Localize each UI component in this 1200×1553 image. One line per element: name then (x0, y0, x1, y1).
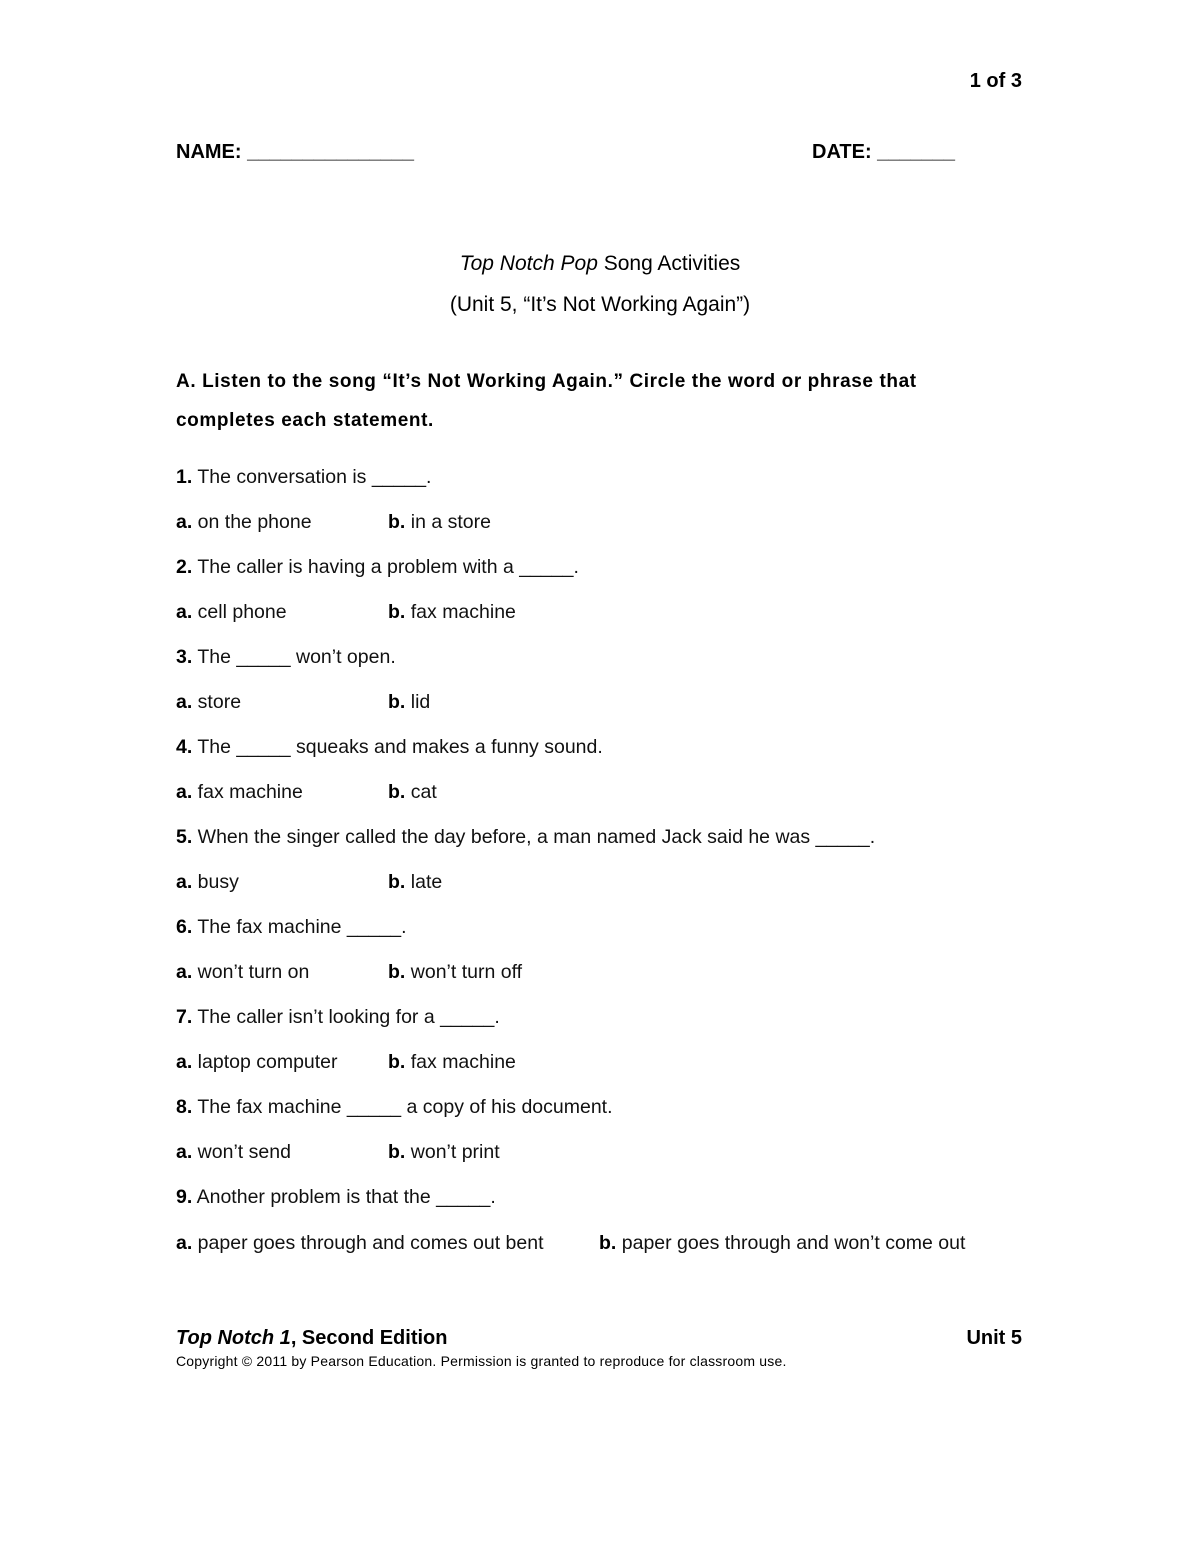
title-rest: Song Activities (597, 252, 741, 275)
question-8-option-b[interactable] (388, 1141, 500, 1164)
question-2 (176, 556, 579, 579)
question-9-option-a[interactable] (176, 1232, 544, 1255)
option-letter: b. (599, 1232, 617, 1254)
question-3-option-a[interactable] (176, 691, 241, 714)
option-letter: b. (388, 1141, 406, 1163)
option-letter: a. (176, 1141, 193, 1163)
question-number: 8. (176, 1096, 193, 1118)
question-5-option-a[interactable] (176, 871, 239, 894)
question-text: The conversation is _____. (192, 466, 432, 488)
question-number: 2. (176, 556, 193, 578)
question-3-option-b[interactable] (388, 691, 430, 714)
worksheet-title (0, 252, 1200, 276)
option-letter: a. (176, 871, 193, 893)
book-title-italic: Top Notch 1 (176, 1327, 291, 1349)
option-text: store (192, 691, 242, 713)
question-1-option-b[interactable] (388, 511, 491, 534)
book-title-rest: , Second Edition (290, 1327, 448, 1349)
option-text: cell phone (192, 601, 287, 623)
page-number: 1 of 3 (969, 70, 1022, 92)
title-italic: Top Notch Pop (459, 252, 598, 275)
option-text: laptop computer (192, 1051, 338, 1073)
option-letter: b. (388, 781, 406, 803)
option-letter: a. (176, 1232, 193, 1254)
question-number: 3. (176, 646, 193, 668)
option-text: late (405, 871, 443, 893)
question-9-option-b[interactable] (599, 1232, 965, 1255)
instructions-line-2: completes each statement. (176, 410, 434, 431)
question-number: 9. (176, 1186, 193, 1208)
question-text: Another problem is that the _____. (192, 1186, 496, 1208)
option-letter: a. (176, 781, 193, 803)
option-text: cat (405, 781, 437, 803)
question-7-option-a[interactable] (176, 1051, 338, 1074)
question-text: The caller isn’t looking for a _____. (192, 1006, 500, 1028)
question-8 (176, 1096, 613, 1119)
question-number: 5. (176, 826, 193, 848)
question-5 (176, 826, 875, 849)
option-text: on the phone (192, 511, 312, 533)
question-1-option-a[interactable] (176, 511, 312, 534)
option-text: fax machine (192, 781, 303, 803)
footer-unit: Unit 5 (966, 1327, 1022, 1349)
option-text: busy (192, 871, 239, 893)
question-5-option-b[interactable] (388, 871, 442, 894)
question-number: 1. (176, 466, 193, 488)
question-text: The _____ won’t open. (192, 646, 396, 668)
option-letter: a. (176, 1051, 193, 1073)
option-text: paper goes through and comes out bent (192, 1232, 544, 1254)
question-7-option-b[interactable] (388, 1051, 516, 1074)
option-letter: a. (176, 961, 193, 983)
question-8-option-a[interactable] (176, 1141, 291, 1164)
option-text: won’t turn on (192, 961, 310, 983)
question-6-option-a[interactable] (176, 961, 309, 984)
option-text: won’t send (192, 1141, 291, 1163)
option-text: paper goes through and won’t come out (616, 1232, 966, 1254)
question-number: 7. (176, 1006, 193, 1028)
option-text: won’t turn off (405, 961, 523, 983)
option-text: fax machine (405, 601, 516, 623)
question-4-option-a[interactable] (176, 781, 303, 804)
option-text: won’t print (405, 1141, 500, 1163)
copyright-notice: Copyright © 2011 by Pearson Education. Permission is granted to reproduce for classroom use. (176, 1353, 787, 1369)
option-letter: b. (388, 691, 406, 713)
question-2-option-a[interactable] (176, 601, 287, 624)
question-text: The _____ squeaks and makes a funny sound. (192, 736, 603, 758)
question-1 (176, 466, 431, 489)
option-letter: b. (388, 871, 406, 893)
name-field-label: NAME: _______________ (176, 141, 414, 163)
footer-book-title (176, 1327, 447, 1350)
option-letter: a. (176, 601, 193, 623)
option-text: in a store (405, 511, 491, 533)
question-text: When the singer called the day before, a man named Jack said he was _____. (192, 826, 876, 848)
worksheet-subtitle: (Unit 5, “It’s Not Working Again”) (449, 293, 751, 316)
question-text: The fax machine _____ a copy of his document. (192, 1096, 613, 1118)
question-9 (176, 1186, 496, 1209)
question-6 (176, 916, 407, 939)
question-number: 6. (176, 916, 193, 938)
instructions-line-1: A. Listen to the song “It’s Not Working Again.” Circle the word or phrase that (176, 371, 917, 392)
option-letter: b. (388, 961, 406, 983)
question-4-option-b[interactable] (388, 781, 437, 804)
question-6-option-b[interactable] (388, 961, 522, 984)
option-text: fax machine (405, 1051, 516, 1073)
option-letter: b. (388, 1051, 406, 1073)
option-letter: b. (388, 601, 406, 623)
question-7 (176, 1006, 500, 1029)
question-3 (176, 646, 396, 669)
option-text: lid (405, 691, 431, 713)
option-letter: b. (388, 511, 406, 533)
question-2-option-b[interactable] (388, 601, 516, 624)
option-letter: a. (176, 691, 193, 713)
option-letter: a. (176, 511, 193, 533)
question-4 (176, 736, 603, 759)
question-text: The fax machine _____. (192, 916, 407, 938)
question-text: The caller is having a problem with a _____. (192, 556, 579, 578)
date-field-label: DATE: _______ (812, 141, 956, 163)
question-number: 4. (176, 736, 193, 758)
